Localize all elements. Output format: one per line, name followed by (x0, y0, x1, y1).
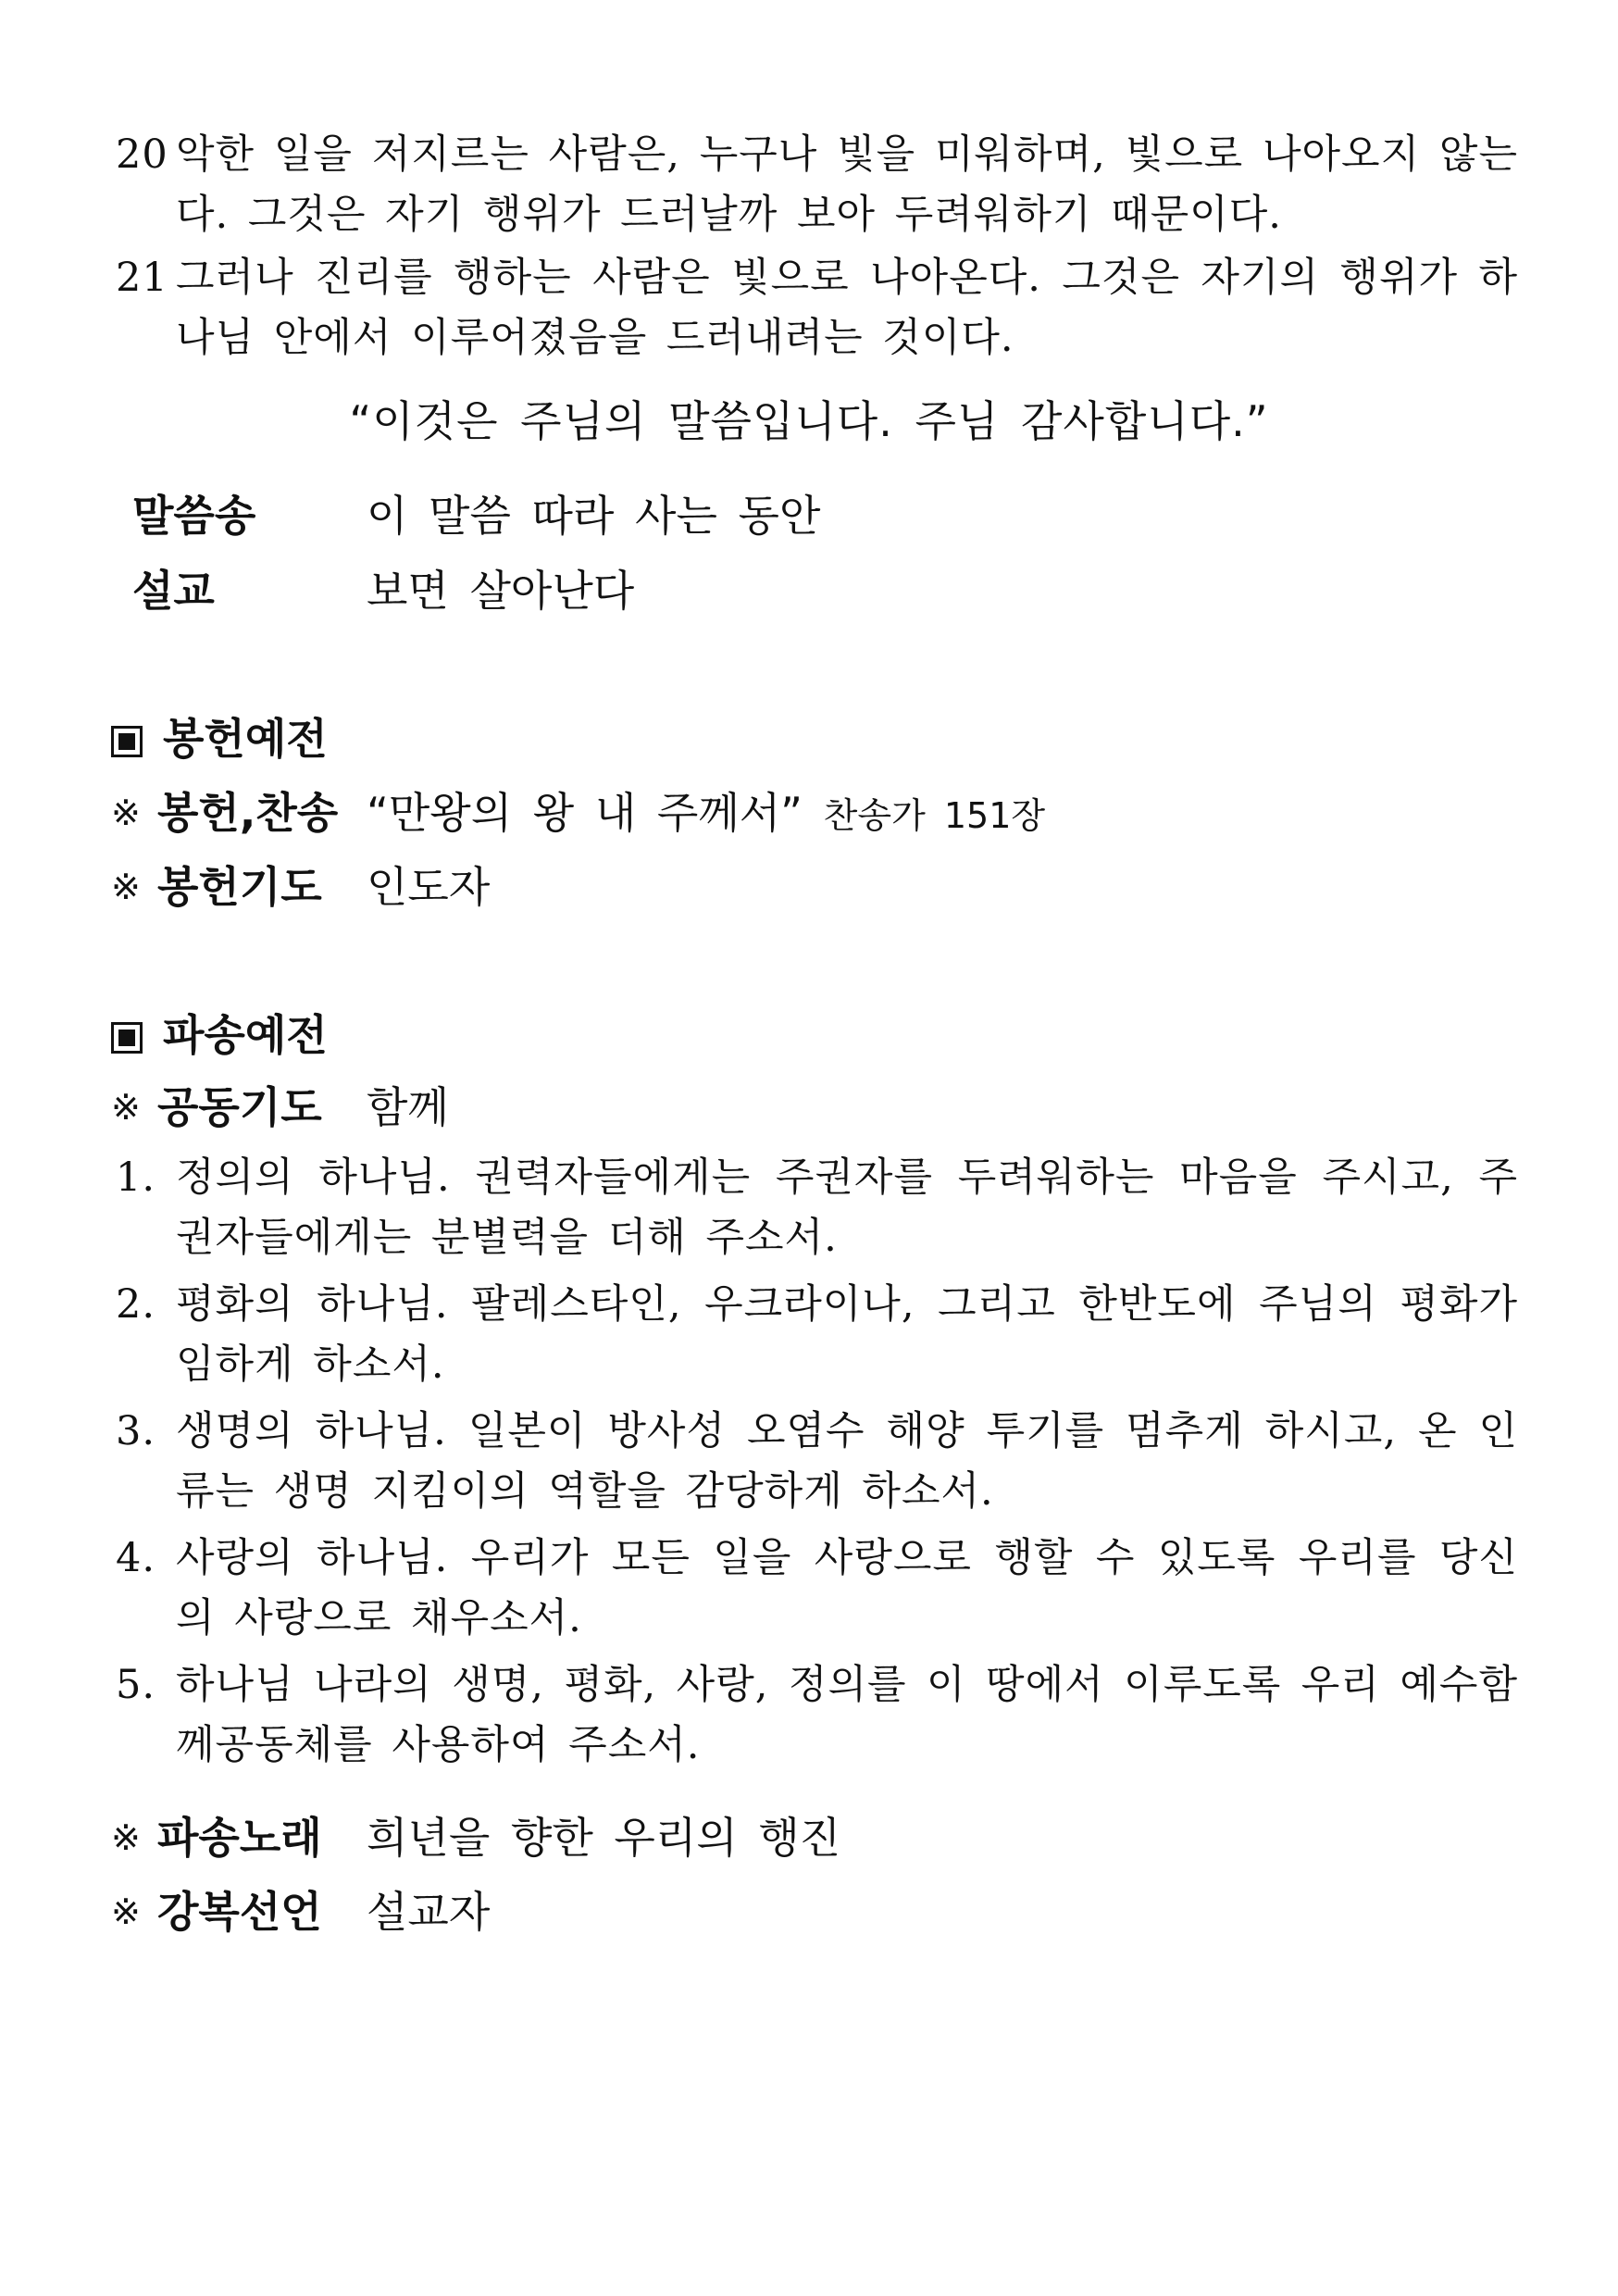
verse-text: 그러나 진리를 행하는 사람은 빛으로 나아온다. 그것은 자기의 행위가 하나님 안에서 이루어졌음을 드러내려는 것이다. (176, 255, 1518, 361)
order-item-value: 희년을 향한 우리의 행진 (367, 1813, 841, 1863)
prayer-number: 5. (116, 1662, 156, 1708)
verse-number: 21 (116, 255, 168, 301)
prayer-item (116, 1275, 1518, 1395)
reference-mark-icon: ※ (111, 867, 141, 907)
prayer-text: 생명의 하나님. 일본이 방사성 오염수 해양 투기를 멈추게 하시고, 온 인류는 생명 지킴이의 역할을 감당하게 하소서. (176, 1408, 1518, 1515)
scripture-verse (116, 125, 1518, 245)
order-item-label: 공동기도 (157, 1082, 322, 1132)
reference-mark-icon: ※ (111, 1087, 141, 1128)
reference-mark-icon: ※ (111, 1891, 141, 1932)
order-item-label: 말씀송 (132, 491, 256, 541)
order-item-label: 설교 (132, 566, 215, 616)
order-item-value: 이 말씀 따라 사는 동안 (367, 491, 821, 541)
verse-text: 악한 일을 저지르는 사람은, 누구나 빛을 미워하며, 빛으로 나아오지 않는다. 그것은 자기 행위가 드러날까 보아 두려워하기 때문이다. (176, 131, 1518, 238)
section-title: 봉헌예전 (163, 714, 328, 764)
reference-mark-icon: ※ (111, 792, 141, 833)
scripture-closing: “이것은 주님의 말씀입니다. 주님 감사합니다.” (349, 396, 1269, 446)
section-title: 파송예전 (163, 1010, 328, 1060)
order-item-label: 봉헌기도 (157, 862, 322, 912)
order-item-label: 강복선언 (157, 1887, 322, 1937)
square-bullet-icon (111, 726, 143, 757)
prayer-item (116, 1529, 1518, 1649)
prayer-number: 2. (116, 1281, 156, 1328)
prayer-text: 정의의 하나님. 권력자들에게는 주권자를 두려워하는 마음을 주시고, 주권자들에게는 분별력을 더해 주소서. (176, 1154, 1518, 1261)
scripture-verse (116, 248, 1518, 368)
section-heading-sending (111, 1007, 328, 1063)
order-item-value: 설교자 (367, 1887, 491, 1937)
prayer-number: 4. (116, 1535, 156, 1581)
section-heading-offering (111, 711, 328, 767)
order-item-value: 인도자 (367, 862, 491, 912)
square-bullet-icon (111, 1022, 143, 1054)
verse-number: 20 (116, 131, 168, 178)
order-item-label: 봉헌,찬송 (157, 788, 339, 838)
prayer-text: 하나님 나라의 생명, 평화, 사랑, 정의를 이 땅에서 이루도록 우리 예수함께공동체를 사용하여 주소서. (176, 1662, 1518, 1768)
hymn-title: “만왕의 왕 내 주께서” (367, 788, 803, 838)
reference-mark-icon: ※ (111, 1817, 141, 1858)
order-item-value: 보면 살아난다 (367, 566, 635, 616)
prayer-item (116, 1148, 1518, 1268)
order-item-value: 함께 (367, 1082, 449, 1132)
order-item-label: 파송노래 (157, 1813, 322, 1863)
prayer-number: 1. (116, 1154, 156, 1201)
prayer-text: 사랑의 하나님. 우리가 모든 일을 사랑으로 행할 수 있도록 우리를 당신의 사랑으로 채우소서. (176, 1535, 1518, 1641)
prayer-text: 평화의 하나님. 팔레스타인, 우크라이나, 그리고 한반도에 주님의 평화가 임하게 하소서. (176, 1281, 1518, 1388)
prayer-number: 3. (116, 1408, 156, 1454)
prayer-item (116, 1402, 1518, 1522)
hymn-number: 찬송가 151장 (823, 795, 1046, 836)
prayer-item (116, 1655, 1518, 1776)
